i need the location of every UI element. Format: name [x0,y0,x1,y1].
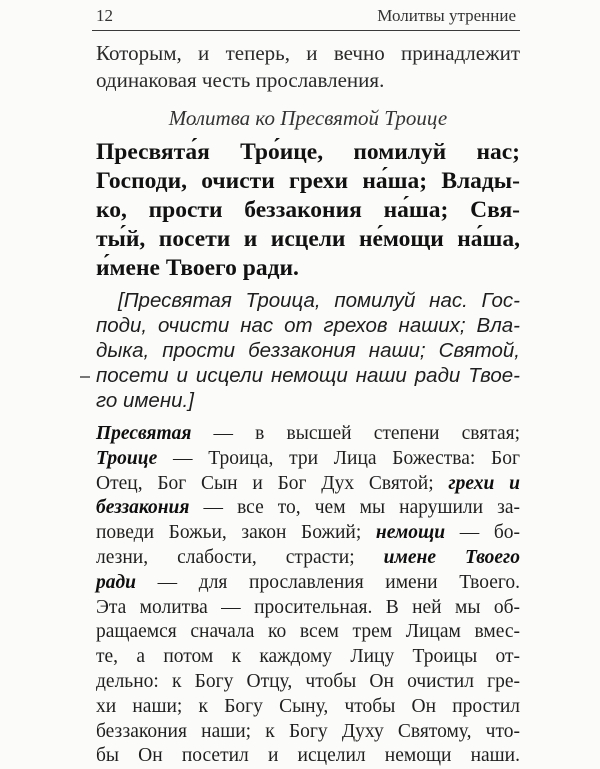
glossary-definition: — Троица, три Лица Божества: Бог [157,447,520,469]
translation-line: поди, очисти нас от грехов наших; Вла- [96,314,520,337]
prayer-heading: Молитва ко Пресвятой Троице [168,106,448,130]
commentary-line [96,571,520,596]
prayer-line: Пресвята́я Тро́ице, помилуй нас; [96,139,520,165]
prayer-line: Господи, очисти грехи на́ша; Влады- [96,168,520,194]
glossary-definition: — бо- [445,522,520,544]
commentary-line [96,521,520,546]
glossary-term: Пресвятая [96,423,192,444]
commentary-line: бы Он посетил и исцелил немощи наши. [96,745,520,767]
intro-line: Которым, и теперь, и вечно принадлежит [96,41,520,65]
translation-paragraph [96,288,520,413]
page-number: 12 [96,6,113,25]
translation-line: дыка, прости беззакония наши; Святой, [96,339,520,362]
commentary-line: дельно: к Богу Отцу, чтобы Он очистил гре- [96,670,520,692]
translation-line: [Пресвятая Троица, помилуй нас. Гос- [118,289,520,312]
glossary-definition: — все то, чем мы нарушили за- [189,497,520,519]
margin-mark [80,376,90,378]
glossary-term: немощи [375,522,446,544]
glossary-definition: — для прославления имени Твоего. [136,571,520,593]
commentary-paragraph [96,422,520,769]
glossary-definition: — в высшей степени святая; [191,423,520,444]
commentary-line: Эта молитва — просительная. В ней мы об- [96,596,520,618]
commentary-line [96,422,520,447]
glossary-definition: Отец, Бог Сын и Бог Дух Святой; [96,472,449,494]
commentary-line: те, а потом к каждому Лицу Троицы от- [96,646,520,668]
prayer-line: ко, прости беззакония на́ша; Свя- [96,197,520,223]
page-body [96,40,520,769]
running-head [92,4,520,31]
translation-line: го имени.] [96,389,194,412]
prayer-line: и́мене Твоего ради. [96,255,299,281]
section-title: Молитвы утренние [377,6,516,25]
glossary-term: грехи и [448,472,520,494]
intro-paragraph [96,40,520,94]
commentary-line [96,447,520,472]
glossary-term: имене Твоего [383,546,521,568]
glossary-definition: поведи Божьи, закон Божий; [96,522,376,544]
translation-line: посети и исцели немощи наши ради Твое- [96,364,520,387]
commentary-line: ращаемся сначала ко всем трем Лицам вмес- [96,621,520,643]
prayer-text [96,138,520,283]
glossary-definition: лезни, слабости, страсти; [96,546,384,568]
glossary-term: ради [96,571,137,593]
intro-line: одинаковая честь прославления. [96,68,385,92]
glossary-term: беззакония [96,497,190,519]
commentary-line [96,496,520,521]
prayer-line: ты́й, посети и исцели не́мощи на́ша, [96,226,520,252]
commentary-line: беззакония наши; к Богу Духу Святому, что- [96,720,520,742]
commentary-line [96,472,520,497]
commentary-line: хи наши; к Богу Сыну, чтобы Он простил [96,695,520,717]
glossary-term: Троице [96,447,158,469]
commentary-line [96,546,520,571]
